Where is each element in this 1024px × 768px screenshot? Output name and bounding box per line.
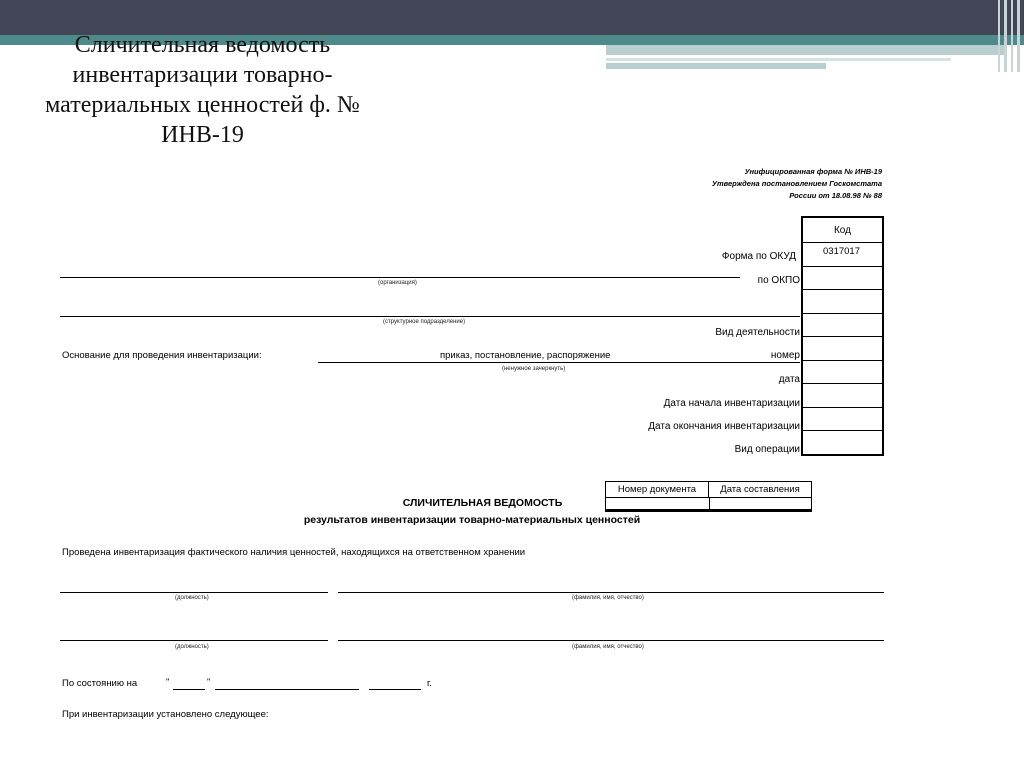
- conducted-text: Проведена инвентаризация фактического наличия ценностей, находящихся на ответственном хранении: [62, 547, 526, 558]
- end-date-code-cell[interactable]: [803, 407, 882, 431]
- as-of-day-line[interactable]: [173, 689, 205, 690]
- slide-decor-stripe-1: [606, 45, 1006, 55]
- year-suffix: г.: [427, 678, 432, 689]
- okud-label: Форма по ОКУД: [721, 251, 796, 262]
- number-label: номер: [770, 350, 800, 361]
- position-caption-1: (должность): [175, 595, 209, 601]
- slide-title-line-3: материальных ценностей ф. №: [45, 92, 360, 118]
- form-approved-label: Утверждена постановлением Госкомстата: [711, 179, 882, 188]
- as-of-month-line[interactable]: [215, 689, 359, 690]
- okpo-code-cell[interactable]: [803, 266, 882, 290]
- fio-caption-2: (фамилия, имя, отчество): [572, 644, 644, 650]
- okpo-label: по ОКПО: [757, 275, 800, 286]
- fio-line-1[interactable]: [338, 592, 884, 593]
- form-decree-label: России от 18.08.98 № 88: [789, 191, 882, 200]
- structural-unit-caption: (структурное подразделение): [383, 319, 466, 325]
- form-unified-label: Унифицированная форма № ИНВ-19: [744, 167, 882, 176]
- slide-title-line-4: ИНВ-19: [161, 122, 244, 148]
- main-subtitle: результатов инвентаризации товарно-материальных ценностей: [303, 514, 641, 526]
- doc-number-header: Номер документа: [606, 482, 709, 497]
- fio-line-2[interactable]: [338, 640, 884, 641]
- position-line-2[interactable]: [60, 640, 328, 641]
- basis-value: приказ, постановление, распоряжение: [440, 350, 611, 361]
- structural-unit-line[interactable]: [60, 316, 800, 317]
- end-date-label: Дата окончания инвентаризации: [648, 421, 800, 432]
- form-approval-header: [640, 166, 882, 202]
- position-line-1[interactable]: [60, 592, 328, 593]
- quote-open: ": [166, 677, 170, 688]
- quote-close: ": [207, 677, 211, 688]
- number-code-cell[interactable]: [803, 336, 882, 360]
- slide-decor-vertical-lines: [996, 0, 1024, 72]
- operation-label: Вид операции: [734, 444, 800, 455]
- code-header: Код: [833, 225, 851, 236]
- basis-caption: (ненужное зачеркнуть): [502, 366, 566, 372]
- organization-caption: (организация): [378, 280, 417, 286]
- slide-title: [20, 30, 385, 150]
- struct-code-cell[interactable]: [803, 289, 882, 313]
- as-of-year-line[interactable]: [369, 689, 421, 690]
- doc-date-cell[interactable]: [710, 498, 812, 509]
- operation-code-cell[interactable]: [803, 430, 882, 454]
- slide-decor-stripe-2: [606, 58, 951, 61]
- okud-code-cell[interactable]: 0317017: [803, 242, 882, 266]
- as-of-label: По состоянию на: [62, 678, 138, 689]
- code-column: [801, 216, 884, 456]
- activity-code-cell[interactable]: [803, 313, 882, 337]
- slide-title-line-1: Сличительная ведомость: [74, 32, 331, 58]
- slide-title-line-2: инвентаризации товарно-: [72, 62, 333, 88]
- position-caption-2: (должность): [175, 644, 209, 650]
- findings-text: При инвентаризации установлено следующее:: [62, 709, 269, 720]
- start-date-label: Дата начала инвентаризации: [663, 398, 800, 409]
- doc-date-header: Дата составления: [720, 484, 800, 495]
- basis-label: Основание для проведения инвентаризации:: [62, 350, 262, 361]
- slide-decor-stripe-3: [606, 63, 826, 69]
- basis-line[interactable]: [318, 362, 800, 363]
- date-code-cell[interactable]: [803, 360, 882, 384]
- organization-line[interactable]: [60, 277, 740, 278]
- main-title: СЛИЧИТЕЛЬНАЯ ВЕДОМОСТЬ: [402, 497, 563, 509]
- start-date-code-cell[interactable]: [803, 383, 882, 407]
- activity-label: Вид деятельности: [715, 327, 800, 338]
- fio-caption-1: (фамилия, имя, отчество): [572, 595, 644, 601]
- date-label: дата: [778, 374, 800, 385]
